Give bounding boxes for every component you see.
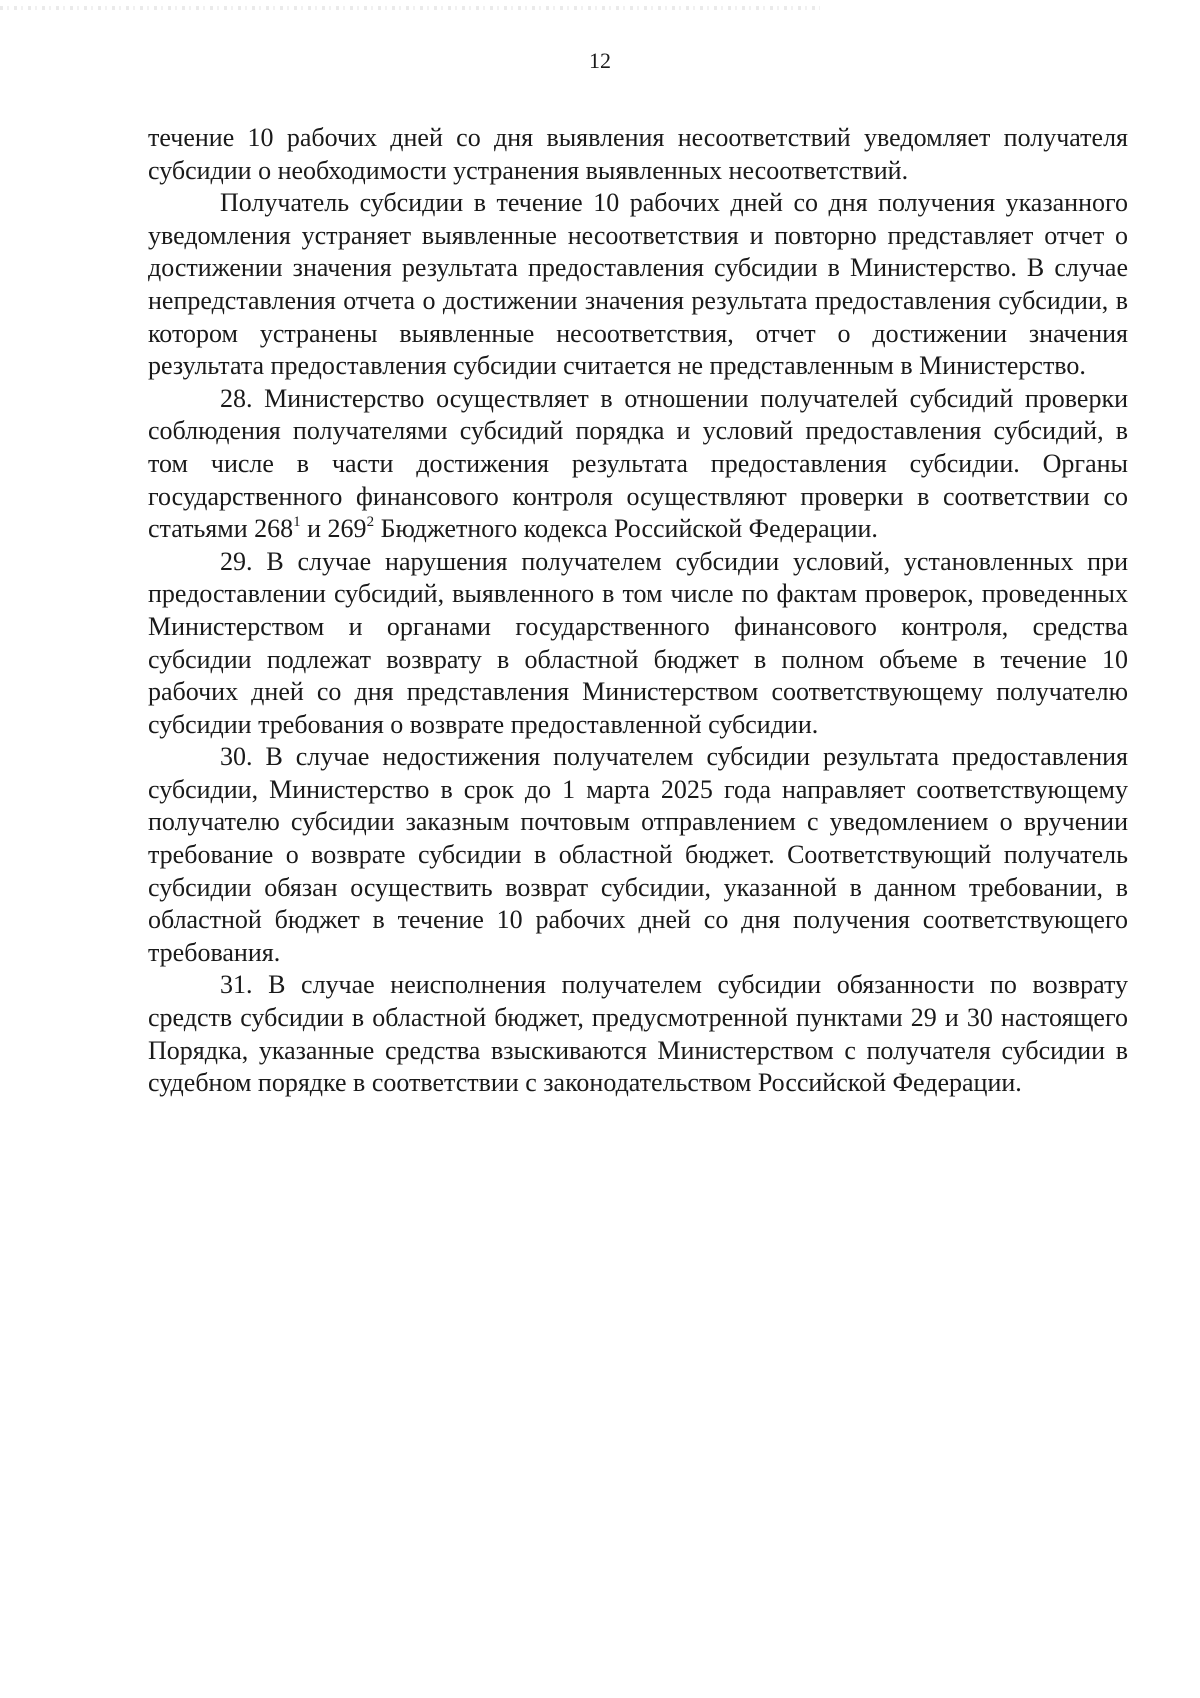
paragraph-28 bbox=[148, 383, 1128, 546]
paragraph-30: 30. В случае недостижения получателем субсидии результата предоставления субсидии, Министерство в срок до 1 марта 2025 года направляет соответствующему получателю субсидии заказным почтовым отправлением с уведомлением о вручении требование о возврате субсидии в областной бюджет. Соответствующий получатель субсидии обязан осуществить возврат субсидии, указанной в данном требовании, в областной бюджет в течение 10 рабочих дней со дня получения соответствующего требования. bbox=[148, 742, 1128, 967]
document-body bbox=[148, 122, 1128, 1100]
page-number: 12 bbox=[589, 48, 611, 73]
paragraph-29: 29. В случае нарушения получателем субсидии условий, установленных при предоставлении субсидий, выявленного в том числе по фактам проверок, проведенных Министерством и органами государственного финансового контроля, средства субсидии подлежат возврату в областной бюджет в полном объеме в течение 10 рабочих дней со дня представления Министерством соответствующему получателю субсидии требования о возврате предоставленной субсидии. bbox=[148, 546, 1128, 739]
paragraph-report-resubmission: Получатель субсидии в течение 10 рабочих дней со дня получения указанного уведомления устраняет выявленные несоответствия и повторно представляет отчет о достижении значения результата предоставления субсидии в Министерство. В случае непредставления отчета о достижении значения результата предоставления субсидии, в котором устранены выявленные несоответствия, отчет о достижении значения результата предоставления субсидии считается не представленным в Министерство. bbox=[148, 188, 1128, 381]
paragraph-28-text-middle: и 269 bbox=[300, 514, 367, 544]
scan-artifact bbox=[0, 6, 820, 10]
paragraph-28-text-before: 28. Министерство осуществляет в отношении получателей субсидий проверки соблюдения получателями субсидий порядка и условий предоставления субсидий, в том числе в части достижения результата предоставления субсидии. Органы государственного финансового контроля осуществляют проверки в соответствии со статьями 268 bbox=[148, 383, 1128, 544]
paragraph-28-text-after: Бюджетного кодекса Российской Федерации. bbox=[374, 514, 878, 544]
superscript-2: 2 bbox=[366, 514, 375, 531]
paragraph-31: 31. В случае неисполнения получателем субсидии обязанности по возврату средств субсидии в областной бюджет, предусмотренной пунктами 29 и 30 настоящего Порядка, указанные средства взыскиваются Министерством с получателя субсидии в судебном порядке в соответствии с законодательством Российской Федерации. bbox=[148, 970, 1128, 1098]
paragraph-continuation: течение 10 рабочих дней со дня выявления несоответствий уведомляет получателя субсидии о необходимости устранения выявленных несоответствий. bbox=[148, 123, 1128, 185]
superscript-1: 1 bbox=[293, 514, 301, 531]
